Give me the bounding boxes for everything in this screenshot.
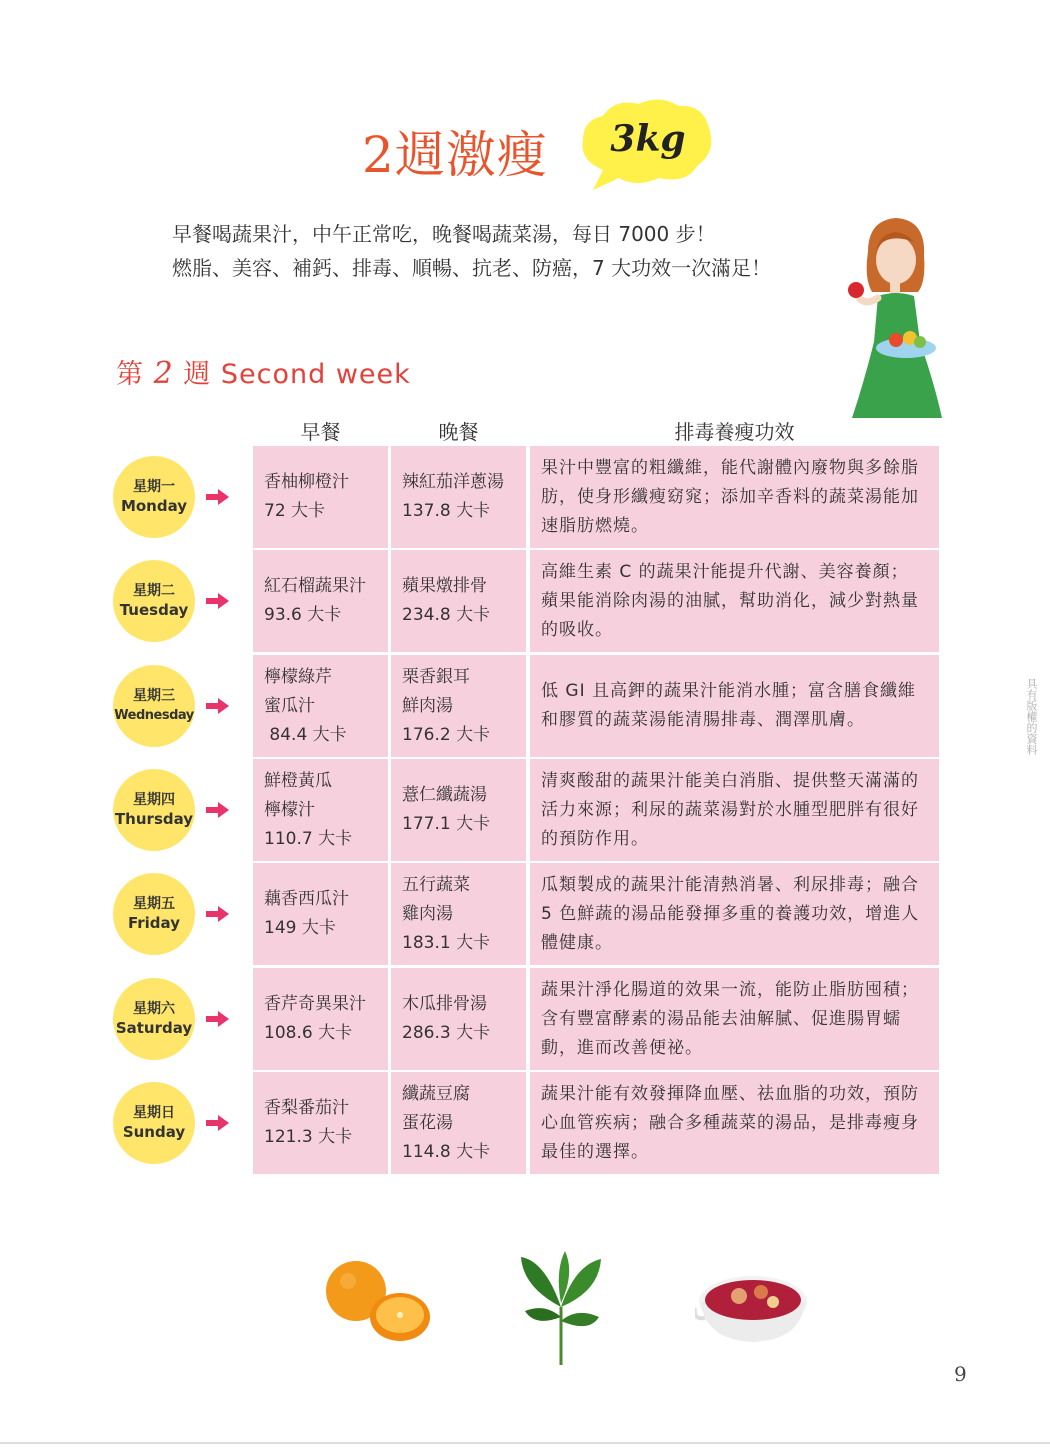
dinner-cell	[391, 446, 526, 548]
intro-text	[172, 217, 771, 285]
effect-cell	[530, 446, 939, 548]
breakfast-cell	[253, 863, 388, 965]
breakfast-cell	[253, 968, 388, 1070]
week-english: Second week	[220, 359, 411, 390]
effect-cell-line: 體健康。	[541, 932, 613, 953]
bottom-divider	[0, 1442, 1050, 1444]
breakfast-cell-line: 紅石榴蔬果汁	[264, 576, 366, 596]
soup-bowl-illustration	[695, 1262, 811, 1348]
side-note: 具有版權的資料	[1025, 678, 1038, 755]
breakfast-cell-line: 香柚柳橙汁	[264, 472, 349, 492]
page-title: 2週激瘦	[362, 126, 548, 184]
table-row	[0, 863, 1050, 965]
header-breakfast: 早餐	[300, 420, 341, 444]
breakfast-cell-line: 149 大卡	[264, 918, 336, 938]
effect-cell	[530, 863, 939, 965]
effect-cell-line: 瓜類製成的蔬果汁能清熱消暑、利尿排毒；融合	[541, 874, 919, 895]
dinner-cell	[391, 1072, 526, 1174]
dinner-cell-line: 蛋花湯	[402, 1112, 453, 1133]
day-label-zh: 星期二	[133, 583, 175, 599]
day-label-en: Wednesday	[114, 708, 194, 723]
right-arrow-icon	[204, 488, 230, 506]
day-label-zh: 星期一	[133, 479, 175, 495]
effect-cell-line: 低 GI 且高鉀的蔬果汁能消水腫；富含膳食纖維	[541, 681, 916, 701]
dinner-cell-line: 183.1 大卡	[402, 932, 491, 953]
week-number: 2	[153, 356, 174, 391]
breakfast-cell-line: 84.4 大卡	[264, 724, 347, 745]
effect-cell-line: 蔬果汁能有效發揮降血壓、祛血脂的功效，預防	[541, 1083, 919, 1104]
dinner-cell	[391, 550, 526, 652]
effect-cell	[530, 1072, 939, 1174]
breakfast-cell-line: 香芹奇異果汁	[264, 994, 366, 1014]
intro-line-2: 燃脂、美容、補鈣、排毒、順暢、抗老、防癌，7 大功效一次滿足！	[172, 256, 772, 280]
day-label-en: Friday	[127, 914, 180, 932]
effect-cell-line: 的預防作用。	[541, 828, 649, 849]
effect-cell-line: 含有豐富酵素的湯品能去油解膩、促進腸胃蠕	[541, 1008, 901, 1029]
dinner-cell-line: 137.8 大卡	[402, 501, 491, 521]
breakfast-cell-line: 93.6 大卡	[264, 605, 342, 625]
day-badge	[113, 978, 195, 1060]
dinner-cell-line: 177.1 大卡	[402, 814, 491, 834]
day-badge	[113, 769, 195, 851]
dinner-cell-line: 辣紅茄洋蔥湯	[402, 472, 504, 492]
breakfast-cell-line: 110.7 大卡	[264, 828, 353, 849]
effect-cell-line: 最佳的選擇。	[541, 1141, 649, 1162]
week-suffix: 週	[183, 359, 212, 390]
day-label-en: Sunday	[122, 1123, 186, 1141]
effect-cell-line: 肪，使身形纖瘦窈窕；添加辛香料的蔬菜湯能加	[541, 486, 919, 507]
table-row	[0, 759, 1050, 861]
day-badge	[113, 1082, 195, 1164]
effect-cell	[530, 759, 939, 861]
day-label-zh: 星期五	[133, 896, 175, 912]
table-row	[0, 968, 1050, 1070]
dinner-cell-line: 纖蔬豆腐	[402, 1083, 470, 1104]
week-prefix: 第	[116, 359, 144, 390]
breakfast-cell-line: 蜜瓜汁	[264, 695, 315, 716]
dinner-cell	[391, 655, 526, 757]
header-effect: 排毒養瘦功效	[674, 420, 795, 444]
spinach-illustration	[515, 1247, 607, 1367]
dinner-cell	[391, 968, 526, 1070]
breakfast-cell-line: 108.6 大卡	[264, 1023, 353, 1043]
day-label-en: Tuesday	[119, 601, 189, 619]
effect-cell-line: 的吸收。	[541, 619, 613, 640]
right-arrow-icon	[204, 801, 230, 819]
table-row	[0, 446, 1050, 548]
dinner-cell-line: 176.2 大卡	[402, 724, 491, 745]
dinner-cell	[391, 863, 526, 965]
breakfast-cell-line: 香梨番茄汁	[264, 1098, 349, 1118]
dinner-cell-line: 栗香銀耳	[402, 666, 470, 687]
effect-cell-line: 和膠質的蔬菜湯能清腸排毒、潤澤肌膚。	[541, 710, 865, 730]
right-arrow-icon	[204, 1114, 230, 1132]
table-row	[0, 1072, 1050, 1174]
page-number: 9	[954, 1362, 967, 1386]
right-arrow-icon	[204, 697, 230, 715]
dinner-cell-line: 五行蔬菜	[402, 874, 470, 895]
dinner-cell-line: 雞肉湯	[402, 903, 453, 924]
effect-cell-line: 活力來源；利尿的蔬菜湯對於水腫型肥胖有很好	[541, 799, 919, 820]
day-badge	[113, 873, 195, 955]
dinner-cell-line: 114.8 大卡	[402, 1141, 491, 1162]
right-arrow-icon	[204, 592, 230, 610]
dinner-cell-line: 286.3 大卡	[402, 1023, 491, 1043]
day-badge	[113, 456, 195, 538]
effect-cell-line: 高維生素 C 的蔬果汁能提升代謝、美容養顏；	[541, 561, 909, 582]
dinner-cell	[391, 759, 526, 861]
effect-cell	[530, 655, 939, 757]
day-label-zh: 星期三	[133, 688, 175, 704]
table-row	[0, 550, 1050, 652]
effect-cell-line: 動，進而改善便祕。	[541, 1037, 703, 1058]
effect-cell-line: 清爽酸甜的蔬果汁能美白消脂、提供整天滿滿的	[541, 770, 919, 791]
day-label-zh: 星期日	[133, 1105, 175, 1121]
bubble-label: 3kg	[610, 118, 686, 160]
day-label-en: Saturday	[115, 1019, 193, 1037]
breakfast-cell-line: 檸檬汁	[264, 799, 315, 820]
breakfast-cell	[253, 446, 388, 548]
effect-cell	[530, 550, 939, 652]
breakfast-cell-line: 鮮橙黃瓜	[264, 770, 332, 791]
breakfast-cell-line: 檸檬綠芹	[264, 666, 332, 687]
dinner-cell-line: 鮮肉湯	[402, 695, 453, 716]
effect-cell	[530, 968, 939, 1070]
right-arrow-icon	[204, 905, 230, 923]
orange-illustration	[322, 1255, 434, 1347]
header-dinner: 晚餐	[438, 420, 479, 444]
breakfast-cell	[253, 550, 388, 652]
table-row	[0, 655, 1050, 757]
breakfast-cell	[253, 655, 388, 757]
breakfast-cell	[253, 1072, 388, 1174]
effect-cell-line: 蘋果能消除肉湯的油膩，幫助消化，減少對熱量	[541, 590, 919, 611]
week-heading	[116, 352, 411, 391]
breakfast-cell	[253, 759, 388, 861]
breakfast-cell-line: 121.3 大卡	[264, 1127, 353, 1147]
right-arrow-icon	[204, 1010, 230, 1028]
effect-cell-line: 蔬果汁淨化腸道的效果一流，能防止脂肪囤積；	[541, 979, 919, 1000]
girl-with-fruit-illustration	[838, 212, 948, 427]
dinner-cell-line: 木瓜排骨湯	[402, 994, 487, 1014]
intro-line-1: 早餐喝蔬果汁，中午正常吃，晚餐喝蔬菜湯，每日 7000 步！	[172, 222, 716, 246]
day-label-en: Thursday	[114, 810, 194, 828]
day-badge	[113, 560, 195, 642]
effect-cell-line: 果汁中豐富的粗纖維，能代謝體內廢物與多餘脂	[541, 457, 919, 478]
dinner-cell-line: 234.8 大卡	[402, 605, 491, 625]
day-badge	[113, 665, 195, 747]
day-label-zh: 星期四	[133, 792, 175, 808]
breakfast-cell-line: 72 大卡	[264, 501, 326, 521]
effect-cell-line: 5 色鮮蔬的湯品能發揮多重的養護功效，增進人	[541, 903, 920, 924]
effect-cell-line: 速脂肪燃燒。	[541, 515, 649, 536]
day-label-zh: 星期六	[133, 1001, 175, 1017]
dinner-cell-line: 薏仁纖蔬湯	[402, 785, 487, 805]
effect-cell-line: 心血管疾病；融合多種蔬菜的湯品，是排毒瘦身	[541, 1112, 919, 1133]
breakfast-cell-line: 藕香西瓜汁	[264, 889, 349, 909]
dinner-cell-line: 蘋果燉排骨	[402, 576, 487, 596]
day-label-en: Monday	[120, 497, 188, 515]
